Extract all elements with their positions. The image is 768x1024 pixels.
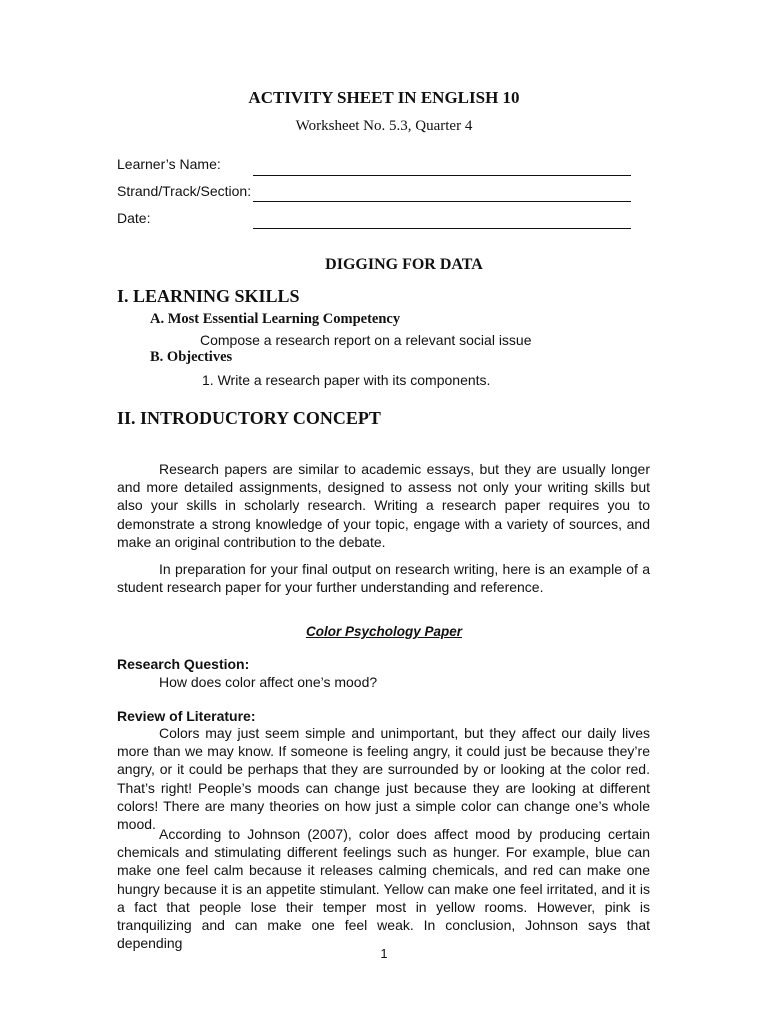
review-literature-label: Review of Literature: [117, 708, 256, 724]
sample-paper-title: Color Psychology Paper [305, 624, 463, 639]
intro-paragraph-2: In preparation for your final output on research writing, here is an example of a student research paper for your further understanding and reference. [117, 561, 650, 596]
objective-item: 1. Write a research paper with its components. [202, 372, 491, 388]
strand-section-field [117, 183, 251, 199]
date-label: Date: [117, 210, 151, 226]
page-number: 1 [380, 946, 388, 961]
competency-text: Compose a research report on a relevant social issue [200, 332, 532, 348]
literature-paragraph-2: According to Johnson (2007), color does affect mood by producing certain chemicals and stimulating different feelings such as hunger. For example, blue can make one feel calm because it releases calming chemicals, and red can make one hungry because it is an appetite stimulant. Yellow can make one feel irritated, and it is a fact that people lose their temper most in yellow rooms. However, pink is tranquilizing and can make one feel weak. In conclusion, Johnson says that depending [117, 826, 650, 952]
research-question-label: Research Question: [117, 656, 250, 672]
learner-name-label: Learner’s Name: [117, 156, 221, 172]
strand-section-line [253, 185, 631, 202]
competency-heading: A. Most Essential Learning Competency [150, 311, 401, 327]
strand-section-label: Strand/Track/Section: [117, 183, 252, 199]
intro-paragraph-1: Research papers are similar to academic essays, but they are usually longer and more detailed assignments, designed to assess not only your writing skills but also your skills in scholarly research. Writing a research paper requires you to demonstrate a strong knowledge of your topic, engage with a variety of sources, and make an original contribution to the debate. [117, 461, 650, 550]
learner-name-field [117, 156, 221, 172]
introductory-heading: II. INTRODUCTORY CONCEPT [117, 408, 381, 428]
literature-paragraph-1: Colors may just seem simple and unimportant, but they affect our daily lives more than we may know. If someone is feeling angry, it could just be because they’re angry, or it could be perhaps that they are surrounded by or looking at the color red. That’s right! People’s moods can change just because they are looking at different colors! There are many theories on how just a simple color can change one’s whole mood. [117, 725, 650, 833]
learner-name-line [253, 159, 631, 176]
date-line [253, 212, 631, 229]
document-title: ACTIVITY SHEET IN ENGLISH 10 [248, 88, 520, 107]
section-title: DIGGING FOR DATA [325, 256, 483, 273]
worksheet-subtitle: Worksheet No. 5.3, Quarter 4 [295, 118, 473, 134]
date-field [117, 210, 150, 226]
learning-skills-heading: I. LEARNING SKILLS [117, 286, 300, 306]
objectives-heading: B. Objectives [150, 349, 233, 365]
research-question-text: How does color affect one’s mood? [159, 674, 378, 690]
